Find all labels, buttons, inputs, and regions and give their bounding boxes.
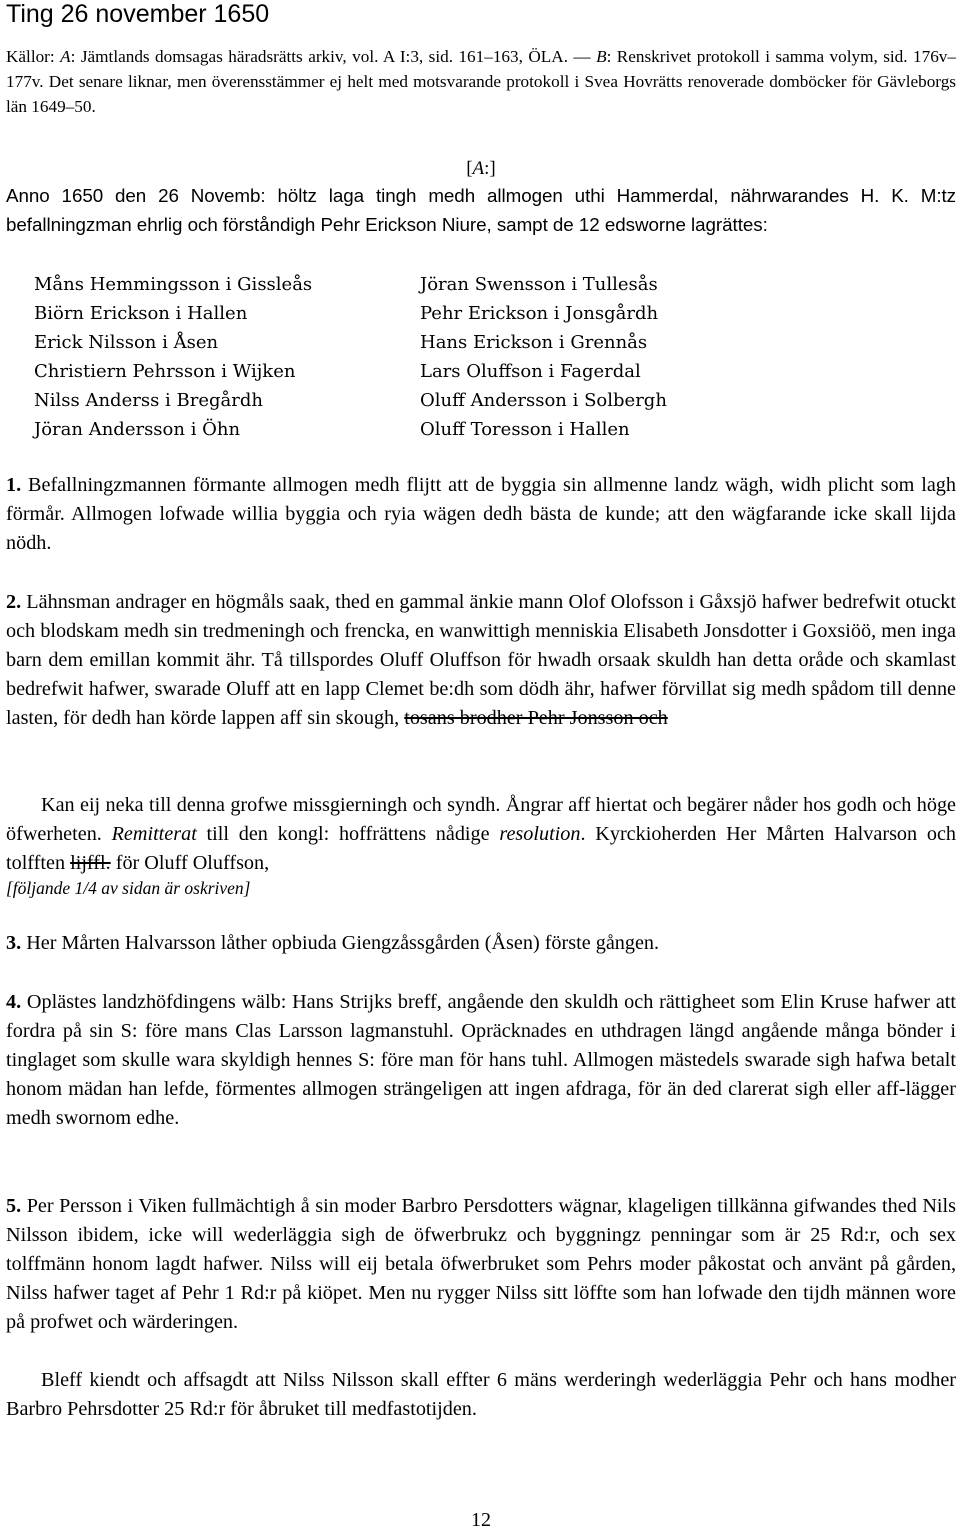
paragraph-number: 2. [6,591,22,613]
paragraph-2 [6,588,956,733]
paragraph-2-continuation [6,791,956,878]
italic-term: Remitterat [111,823,197,845]
paragraph-text: Oplästes landzhöfdingens wälb: Hans Strijks breff, angående den skuldh och rättigheet som Elin Kruse hafwer att fordra på sin S: före mans Clas Larsson lagmanstuhl. Opräcknades en uthdragen längd angående många bönder i tinglaget som skulle wara skyldigh hennes S: före man för hans tuhl. Allmogen mästedels swarade sigh hafwa betalt honom mädan han lefde, förmentes allmogen strängeligen att ingen afdraga, för än ded clarerat sigh eller aff-lägger medh swornom edhe. [6,991,956,1129]
paragraph-4 [6,988,956,1133]
roster-row [34,299,954,328]
section-heading-a [6,156,956,182]
continuation-text: till den kongl: hoffrättens nådige [196,823,500,845]
page-number: 12 [471,1509,491,1531]
juror-left: Biörn Erickson i Hallen [34,303,248,324]
roster-row [34,328,954,357]
editorial-note-text: [följande 1/4 av sidan är oskriven] [6,878,251,898]
roster-row [34,386,954,415]
paragraph-text: Lähnsman andrager en högmåls saak, thed en gammal änkie mann Olof Olofsson i Gåxsjö hafwer bedrefwit otuckt och blodskam medh sin tredmeningh och frencka, en wanwittigh menniskia Elisabeth Jonsdotter i Goxsiöö, men inga barn dem emillan kommit ähr. Tå tillspordes Oluff Oluffson för hwadh orsaak skuldh han detta oråde och skamlast bedrefwit hafwer, swarade Oluff att en lapp Clemet be:dh som dödh ähr, hafwer förvillat sig medh spådom till denne lasten, för dedh han körde lappen aff sin skough, [6,591,956,729]
juror-right: Oluff Toresson i Hallen [420,419,630,440]
section-heading-label: A [472,158,485,179]
section-heading-open: [ [466,158,473,179]
page-title: Ting 26 november 1650 [6,0,270,28]
paragraph-text: Per Persson i Viken fullmächtigh å sin moder Barbro Persdotters wägnar, klageligen tillkänna gifwandes thed Nils Nilsson ibidem, icke will wederläggia sigh de öfwerbrukz och byggningz penningar som är 25 Rd:r, och sex tolffmänn honom lagdt hafwer. Nilss will eij betala öfwerbruket som Pehrs moder påkostat och använt på gården, Nilss hafwer taget af Pehr 1 Rd:r på kiöpet. Men nu rygger Nilss sitt löffte som han lofwade den tijdh männen wore på profwet och wärderingen. [6,1195,956,1333]
continuation-text: . Kyrckioherden Her Mårten Halvarson och tolfften [6,823,957,874]
sources-note [6,44,956,119]
paragraph-number: 3. [6,932,22,954]
continuation-text: för Oluff Oluffson, [110,852,270,874]
paragraph-number: 1. [6,474,22,496]
source-b-label: B [596,47,607,66]
roster-row [34,415,954,444]
editorial-note [6,876,251,900]
juror-right: Jöran Swensson i Tullesås [420,274,658,295]
juror-right: Lars Oluffson i Fagerdal [420,361,641,382]
juror-left: Måns Hemmingsson i Gissleås [34,274,313,295]
struck-text: tosans brodher Pehr Jonsson och [404,707,668,729]
sources-lead: Källor: [6,47,61,66]
juror-right: Hans Erickson i Grennås [420,332,648,353]
source-b-text: : Renskrivet protokoll i samma volym, sid. 176v–177v. Det senare liknar, men överensstämmer ej helt med motsvarande protokoll i Svea Hovrätts renoverade domböcker för Gävleborgs län 1649–50. [6,47,956,116]
paragraph-number: 4. [6,991,22,1013]
juror-left: Erick Nilsson i Åsen [34,332,219,353]
italic-term: resolution [499,823,581,845]
roster-row [34,357,954,386]
source-a-text: : Jämtlands domsagas häradsrätts arkiv, vol. A I:3, sid. 161–163, ÖLA. — [70,47,597,66]
juror-right: Pehr Erickson i Jonsgårdh [420,303,659,324]
paragraph-5-verdict: Bleff kiendt och affsagdt att Nilss Nilsson skall effter 6 mäns werderingh wederläggia Pehr och hans modher Barbro Pehrsdotter 25 Rd:r för åbruket till medfastotijden. [6,1369,956,1420]
paragraph-1 [6,471,956,558]
juror-left: Jöran Andersson i Öhn [34,419,241,440]
paragraph-5 [6,1192,956,1337]
juror-left: Nilss Anderss i Bregårdh [34,390,263,411]
intro-paragraph: Anno 1650 den 26 Novemb: höltz laga tingh medh allmogen uthi Hammerdal, nährwarandes H. K. M:tz befallningzman ehrlig och förståndigh Pehr Erickson Niure, sampt de 12 edsworne lagrättes: [6,185,956,235]
juror-left: Christiern Pehrsson i Wijken [34,361,296,382]
continuation-text: Kan eij neka till denna grofwe missgierningh och syndh. Ångrar aff hiertat och begärer nåder hos godh och höge öfwerheten. [6,794,956,845]
struck-text: lijffl. [70,852,111,874]
juror-right: Oluff Andersson i Solbergh [420,390,667,411]
paragraph-text: Her Mårten Halvarsson låther opbiuda Giengzåssgården (Åsen) förste gången. [21,932,660,954]
paragraph-3 [6,929,956,958]
source-a-label: A [60,47,71,66]
jury-roster [34,270,954,444]
paragraph-number: 5. [6,1195,22,1217]
paragraph-text: Befallningzmannen förmante allmogen medh flijtt att de byggia sin allmenne landz wägh, widh plicht som lagh förmår. Allmogen lofwade willia byggia och ryia wägen dedh bästa de kunde; att den wägfarande icke skall lijda nödh. [6,474,956,554]
section-heading-close: :] [484,158,496,179]
roster-row [34,270,954,299]
